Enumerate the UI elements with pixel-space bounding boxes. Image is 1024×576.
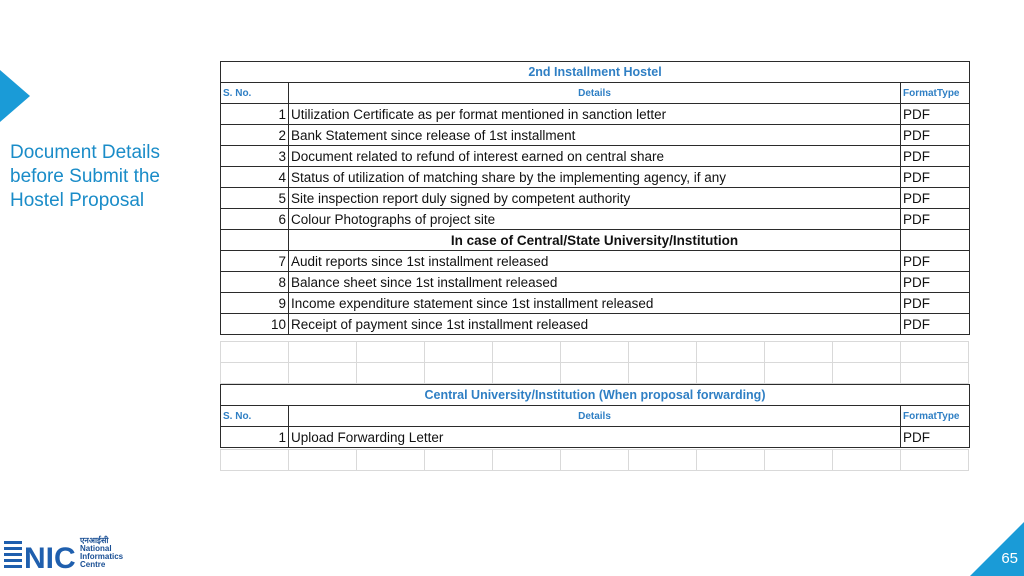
page-number: 65 bbox=[1001, 550, 1018, 567]
table-row bbox=[221, 167, 970, 188]
row-sno: 10 bbox=[221, 314, 289, 335]
table-row bbox=[221, 125, 970, 146]
row-details: Document related to refund of interest earned on central share bbox=[289, 146, 901, 167]
row-format: PDF bbox=[901, 125, 970, 146]
table-row bbox=[221, 104, 970, 125]
col-header-format: FormatType bbox=[901, 406, 970, 427]
row-format: PDF bbox=[901, 209, 970, 230]
nic-logo-text bbox=[80, 537, 123, 569]
table-row bbox=[221, 251, 970, 272]
table-row bbox=[221, 293, 970, 314]
empty-grid-row bbox=[221, 342, 969, 363]
row-sno: 8 bbox=[221, 272, 289, 293]
row-details: Status of utilization of matching share by the implementing agency, if any bbox=[289, 167, 901, 188]
row-details: Receipt of payment since 1st installment released bbox=[289, 314, 901, 335]
table-row bbox=[221, 272, 970, 293]
row-sno: 3 bbox=[221, 146, 289, 167]
second-installment-table bbox=[220, 61, 970, 335]
table-title-row bbox=[221, 62, 970, 83]
table-row bbox=[221, 427, 970, 448]
table-row bbox=[221, 209, 970, 230]
empty-grid-rows bbox=[220, 341, 969, 384]
section-empty-cell bbox=[901, 230, 970, 251]
row-details: Audit reports since 1st installment released bbox=[289, 251, 901, 272]
row-sno: 6 bbox=[221, 209, 289, 230]
table-title-row bbox=[221, 385, 970, 406]
row-details: Site inspection report duly signed by competent authority bbox=[289, 188, 901, 209]
section-empty-cell bbox=[221, 230, 289, 251]
row-details: Income expenditure statement since 1st installment released bbox=[289, 293, 901, 314]
table-row bbox=[221, 188, 970, 209]
empty-grid-rows bbox=[220, 449, 969, 471]
corner-decoration bbox=[970, 522, 1024, 576]
logo-line2: Informatics bbox=[80, 552, 124, 561]
logo-line1: National bbox=[80, 544, 112, 553]
row-format: PDF bbox=[901, 251, 970, 272]
col-header-details: Details bbox=[289, 406, 901, 427]
empty-grid-row bbox=[221, 363, 969, 384]
row-sno: 1 bbox=[221, 104, 289, 125]
row-details: Upload Forwarding Letter bbox=[289, 427, 901, 448]
section-row bbox=[221, 230, 970, 251]
table-row bbox=[221, 146, 970, 167]
section-label: In case of Central/State University/Institution bbox=[289, 230, 901, 251]
nic-logo bbox=[4, 537, 76, 571]
table-title: Central University/Institution (When proposal forwarding) bbox=[221, 385, 970, 406]
row-sno: 9 bbox=[221, 293, 289, 314]
col-header-sno: S. No. bbox=[221, 406, 289, 427]
row-sno: 1 bbox=[221, 427, 289, 448]
table-title: 2nd Installment Hostel bbox=[221, 62, 970, 83]
col-header-format: FormatType bbox=[901, 83, 970, 104]
central-university-table bbox=[220, 384, 970, 448]
row-details: Bank Statement since release of 1st installment bbox=[289, 125, 901, 146]
col-header-details: Details bbox=[289, 83, 901, 104]
row-details: Utilization Certificate as per format mentioned in sanction letter bbox=[289, 104, 901, 125]
row-format: PDF bbox=[901, 146, 970, 167]
empty-grid-row bbox=[221, 450, 969, 471]
table-row bbox=[221, 314, 970, 335]
row-details: Colour Photographs of project site bbox=[289, 209, 901, 230]
column-header-row bbox=[221, 406, 970, 427]
row-format: PDF bbox=[901, 314, 970, 335]
row-format: PDF bbox=[901, 167, 970, 188]
row-format: PDF bbox=[901, 188, 970, 209]
col-header-sno: S. No. bbox=[221, 83, 289, 104]
row-format: PDF bbox=[901, 104, 970, 125]
row-details: Balance sheet since 1st installment released bbox=[289, 272, 901, 293]
left-arrow-decoration bbox=[0, 70, 30, 122]
row-format: PDF bbox=[901, 293, 970, 314]
row-format: PDF bbox=[901, 272, 970, 293]
row-format: PDF bbox=[901, 427, 970, 448]
row-sno: 2 bbox=[221, 125, 289, 146]
slide-side-title: Document Details before Submit the Hostel Proposal bbox=[10, 142, 160, 211]
row-sno: 4 bbox=[221, 167, 289, 188]
logo-hindi: एनआईसी bbox=[80, 536, 109, 545]
row-sno: 5 bbox=[221, 188, 289, 209]
column-header-row bbox=[221, 83, 970, 104]
logo-line3: Centre bbox=[80, 560, 106, 569]
row-sno: 7 bbox=[221, 251, 289, 272]
nic-logo-letters: NIC bbox=[24, 542, 76, 571]
